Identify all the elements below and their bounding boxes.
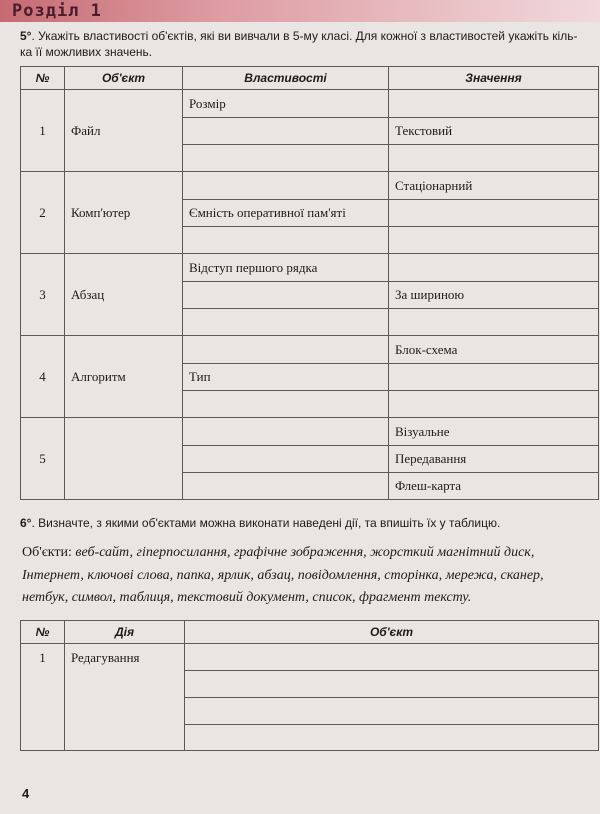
property-cell[interactable]: [183, 227, 389, 254]
property-cell[interactable]: Ємність оперативної пам'яті: [183, 200, 389, 227]
value-cell[interactable]: Блок-схема: [389, 336, 599, 364]
task6-text: . Визначте, з якими об'єктами можна виконати наведені дії, та впишіть їх у таблицю.: [31, 516, 501, 530]
header-action: Дія: [65, 621, 185, 644]
property-cell[interactable]: Відступ першого рядка: [183, 254, 389, 282]
table-row: [21, 172, 599, 200]
value-cell[interactable]: [389, 227, 599, 254]
task6-number: 6°: [20, 516, 32, 530]
table-row: [21, 254, 599, 282]
property-cell[interactable]: Розмір: [183, 90, 389, 118]
property-cell[interactable]: [183, 282, 389, 309]
header-object: Об'єкт: [65, 67, 183, 90]
task5-header-row: [21, 67, 599, 90]
objects-text-1: веб-сайт, гіперпосилання, графічне зображення, жорсткий магнітний диск,: [75, 545, 535, 560]
objects-list-line-2: [22, 567, 544, 585]
table-row: [21, 336, 599, 364]
header-object: Об'єкт: [185, 621, 599, 644]
property-cell[interactable]: [183, 473, 389, 500]
section-title: Розділ 1: [12, 1, 102, 21]
row-number: 3: [21, 254, 65, 336]
task6-instruction: [20, 515, 596, 531]
task6-header-row: [21, 621, 599, 644]
property-cell[interactable]: [183, 446, 389, 473]
property-cell[interactable]: [183, 118, 389, 145]
row-number: 1: [21, 644, 65, 751]
value-cell[interactable]: [389, 90, 599, 118]
value-cell[interactable]: Флеш-карта: [389, 473, 599, 500]
header-properties: Властивості: [183, 67, 389, 90]
value-cell[interactable]: Стаціонарний: [389, 172, 599, 200]
row-number: 4: [21, 336, 65, 418]
objects-list-line-1: [22, 544, 534, 562]
property-cell[interactable]: [183, 418, 389, 446]
property-cell[interactable]: Тип: [183, 364, 389, 391]
object-cell[interactable]: [185, 725, 599, 751]
objects-text-2: Інтернет, ключові слова, папка, ярлик, абзац, повідомлення, сторінка, мережа, сканер,: [22, 568, 544, 583]
row-number: 1: [21, 90, 65, 172]
row-number: 2: [21, 172, 65, 254]
task5-table: [20, 66, 599, 500]
task5-text: . Укажіть властивості об'єктів, які ви вивчали в 5-му класі. Для кожної з властивостей укажіть кіль-: [31, 29, 578, 43]
row-object: Комп'ютер: [65, 172, 183, 254]
page-number: 4: [22, 786, 30, 801]
value-cell[interactable]: За шириною: [389, 282, 599, 309]
object-cell[interactable]: [185, 698, 599, 725]
property-cell[interactable]: [183, 172, 389, 200]
task6-table: [20, 620, 599, 751]
value-cell[interactable]: Передавання: [389, 446, 599, 473]
task5-text-cont: ка її можливих значень.: [20, 45, 153, 59]
row-object: Абзац: [65, 254, 183, 336]
row-action: Редагування: [65, 644, 185, 751]
objects-label: Об'єкти:: [22, 545, 72, 560]
task5-instruction: [20, 28, 596, 60]
value-cell[interactable]: [389, 364, 599, 391]
value-cell[interactable]: [389, 309, 599, 336]
value-cell[interactable]: [389, 145, 599, 172]
value-cell[interactable]: [389, 200, 599, 227]
value-cell[interactable]: Текстовий: [389, 118, 599, 145]
property-cell[interactable]: [183, 391, 389, 418]
header-values: Значення: [389, 67, 599, 90]
property-cell[interactable]: [183, 145, 389, 172]
object-cell[interactable]: [185, 644, 599, 671]
header-number: №: [21, 621, 65, 644]
task5-number: 5°: [20, 29, 32, 43]
property-cell[interactable]: [183, 309, 389, 336]
table-row: [21, 90, 599, 118]
object-cell[interactable]: [185, 671, 599, 698]
row-object: Алгоритм: [65, 336, 183, 418]
table-row: [21, 644, 599, 671]
table-row: [21, 418, 599, 446]
value-cell[interactable]: Візуальне: [389, 418, 599, 446]
value-cell[interactable]: [389, 391, 599, 418]
row-object: Файл: [65, 90, 183, 172]
value-cell[interactable]: [389, 254, 599, 282]
objects-text-3: нетбук, символ, таблиця, текстовий документ, список, фрагмент тексту.: [22, 590, 472, 605]
row-number: 5: [21, 418, 65, 500]
objects-list-line-3: [22, 589, 471, 607]
row-object[interactable]: [65, 418, 183, 500]
property-cell[interactable]: [183, 336, 389, 364]
header-number: №: [21, 67, 65, 90]
